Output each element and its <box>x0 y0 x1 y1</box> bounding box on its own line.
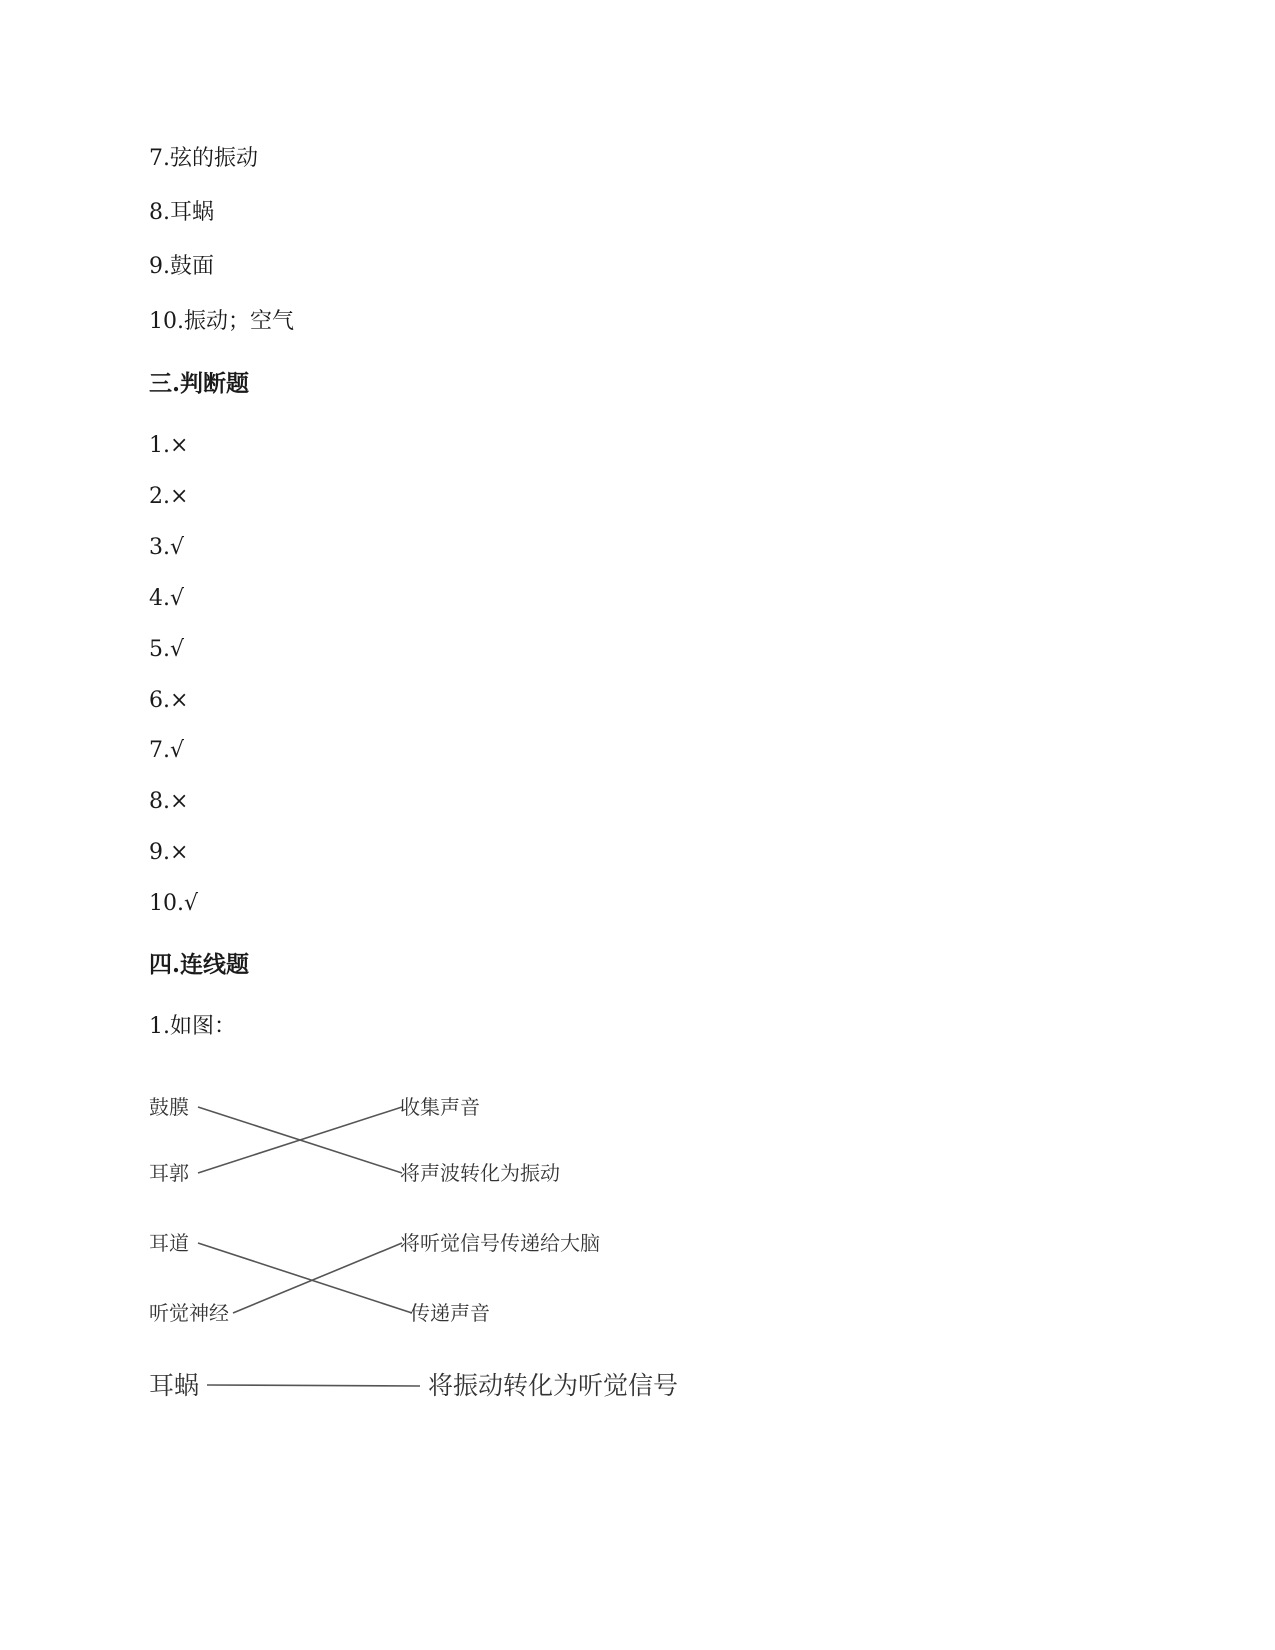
left-item-erdao: 耳道 <box>149 1231 189 1255</box>
section-heading-judge: 三.判断题 <box>149 370 250 397</box>
fill-answer-8: 8.耳蜗 <box>149 200 214 225</box>
judge-answer-2: 2.× <box>149 484 189 509</box>
left-item-gumo: 鼓膜 <box>149 1095 189 1119</box>
judge-answer-4: 4.√ <box>149 586 185 611</box>
right-item-xinhao-chuandi: 将听觉信号传递给大脑 <box>400 1231 600 1255</box>
fill-answer-7: 7.弦的振动 <box>149 146 258 171</box>
link-tingjue-shenjing <box>233 1243 402 1313</box>
left-item-erwo: 耳蜗 <box>149 1371 200 1400</box>
left-item-erguo: 耳郭 <box>149 1161 189 1185</box>
judge-answer-10: 10.√ <box>149 891 199 916</box>
judge-answer-5: 5.√ <box>149 637 185 662</box>
link-erwo <box>207 1385 420 1386</box>
judge-answer-7: 7.√ <box>149 738 185 763</box>
fill-answer-10: 10.振动；空气 <box>149 309 294 334</box>
right-item-shengbo-zhuanhua: 将声波转化为振动 <box>400 1161 560 1185</box>
matching-diagram <box>140 1095 740 1450</box>
judge-answer-6: 6.× <box>149 688 189 713</box>
left-item-tingjue-shenjing: 听觉神经 <box>149 1301 229 1325</box>
judge-answer-9: 9.× <box>149 840 189 865</box>
right-item-shouji-shengyin: 收集声音 <box>400 1095 480 1119</box>
right-item-chuandi-shengyin: 传递声音 <box>410 1301 490 1325</box>
section-heading-match: 四.连线题 <box>149 951 250 978</box>
judge-answer-3: 3.√ <box>149 535 185 560</box>
judge-answer-1: 1.× <box>149 433 189 458</box>
match-intro: 1.如图： <box>149 1014 236 1039</box>
judge-answer-8: 8.× <box>149 789 189 814</box>
link-erdao <box>198 1243 412 1313</box>
right-item-zhendong-zhuanhua: 将振动转化为听觉信号 <box>428 1371 679 1400</box>
fill-answer-9: 9.鼓面 <box>149 254 214 279</box>
